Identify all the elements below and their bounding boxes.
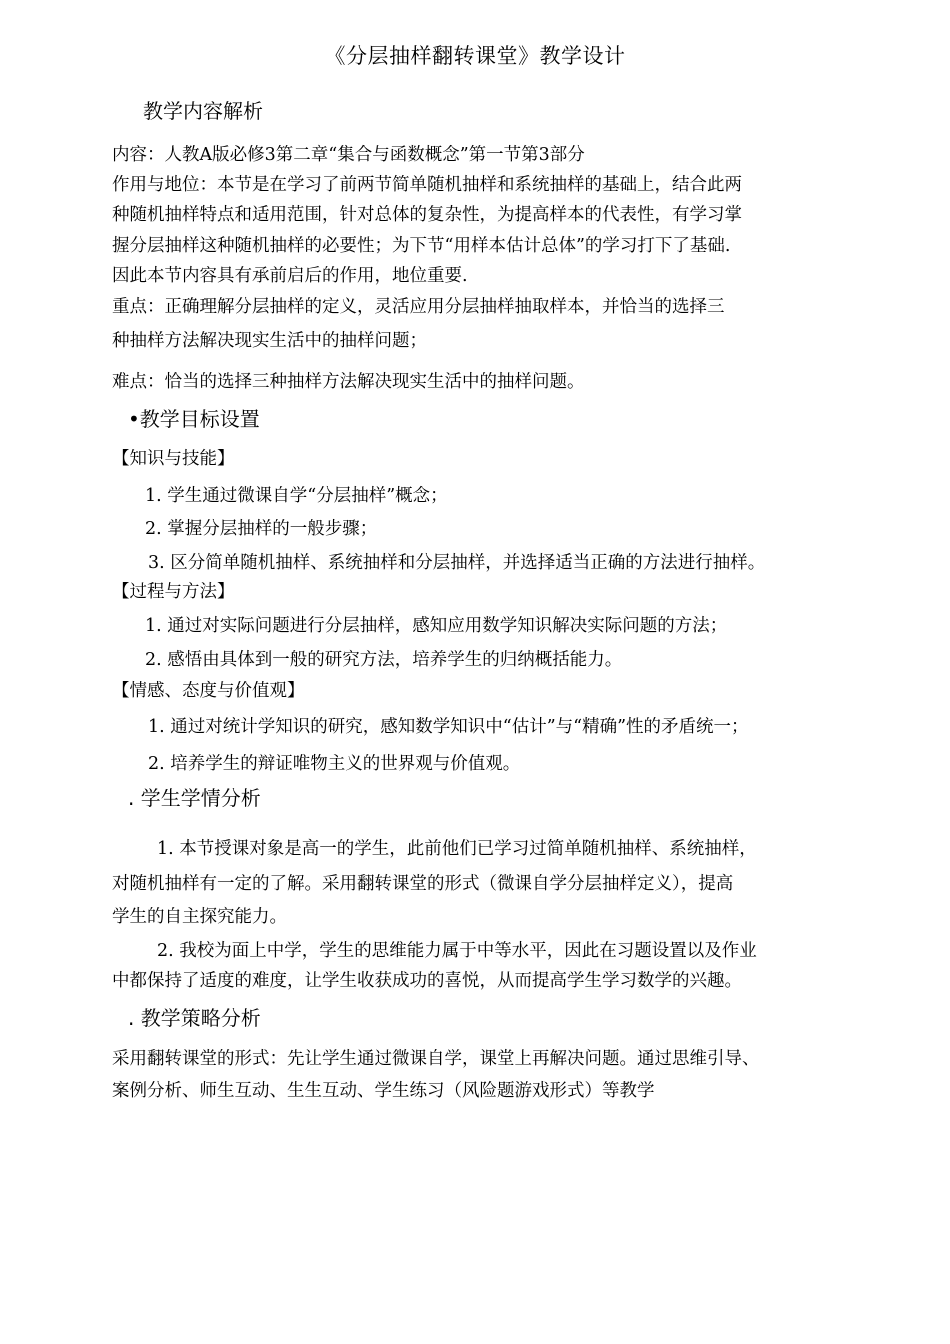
document-title: 《分层抽样翻转课堂》教学设计 bbox=[324, 44, 626, 68]
role-line: 作用与地位：本节是在学习了前两节简单随机抽样和系统抽样的基础上，结合此两 bbox=[112, 175, 742, 195]
process-item: 1. 通过对实际问题进行分层抽样，感知应用数学知识解决实际问题的方法； bbox=[145, 616, 728, 636]
student-paragraph-line: 学生的自主探究能力。 bbox=[112, 907, 287, 927]
key-point-line: 种抽样方法解决现实生活中的抽样问题； bbox=[112, 331, 427, 351]
difficulty-line: 难点：恰当的选择三种抽样方法解决现实生活中的抽样问题。 bbox=[112, 372, 585, 392]
knowledge-item: 2. 掌握分层抽样的一般步骤； bbox=[145, 519, 378, 539]
knowledge-item: 1. 学生通过微课自学“分层抽样”概念； bbox=[145, 486, 448, 506]
process-label: 【过程与方法】 bbox=[112, 582, 235, 602]
section-heading-content-analysis: 教学内容解析 bbox=[143, 99, 263, 123]
student-paragraph-line: 对随机抽样有一定的了解。采用翻转课堂的形式（微课自学分层抽样定义），提高 bbox=[112, 874, 734, 894]
knowledge-label: 【知识与技能】 bbox=[112, 449, 235, 469]
role-line: 因此本节内容具有承前启后的作用，地位重要. bbox=[112, 266, 468, 286]
strategy-line: 采用翻转课堂的形式：先让学生通过微课自学，课堂上再解决问题。通过思维引导、 bbox=[112, 1049, 760, 1069]
section-heading-student-analysis: . 学生学情分析 bbox=[128, 786, 261, 810]
key-point-line: 重点：正确理解分层抽样的定义，灵活应用分层抽样抽取样本，并恰当的选择三 bbox=[112, 297, 725, 317]
emotion-item: 2. 培养学生的辩证唯物主义的世界观与价值观。 bbox=[148, 754, 521, 774]
knowledge-item: 3. 区分简单随机抽样、系统抽样和分层抽样，并选择适当正确的方法进行抽样。 bbox=[148, 553, 766, 573]
student-paragraph-line: 1. 本节授课对象是高一的学生，此前他们已学习过简单随机抽样、系统抽样， bbox=[157, 839, 757, 859]
role-line: 种随机抽样特点和适用范围，针对总体的复杂性，为提高样本的代表性，有学习掌 bbox=[112, 205, 742, 225]
emotion-label: 【情感、态度与价值观】 bbox=[112, 681, 305, 701]
process-item: 2. 感悟由具体到一般的研究方法，培养学生的归纳概括能力。 bbox=[145, 650, 623, 670]
emotion-item: 1. 通过对统计学知识的研究，感知数学知识中“估计”与“精确”性的矛盾统一； bbox=[148, 717, 749, 737]
role-line: 握分层抽样这种随机抽样的必要性；为下节“用样本估计总体”的学习打下了基础. bbox=[112, 236, 731, 256]
student-paragraph-line: 2. 我校为面上中学，学生的思维能力属于中等水平，因此在习题设置以及作业 bbox=[157, 941, 757, 961]
section-heading-objectives: •教学目标设置 bbox=[128, 407, 260, 431]
section-heading-strategy: . 教学策略分析 bbox=[128, 1006, 261, 1030]
content-line: 内容：人教A版必修3第二章“集合与函数概念”第一节第3部分 bbox=[112, 145, 585, 165]
strategy-line: 案例分析、师生互动、生生互动、学生练习（风险题游戏形式）等教学 bbox=[112, 1081, 655, 1101]
student-paragraph-line: 中都保持了适度的难度，让学生收获成功的喜悦，从而提高学生学习数学的兴趣。 bbox=[112, 971, 742, 991]
